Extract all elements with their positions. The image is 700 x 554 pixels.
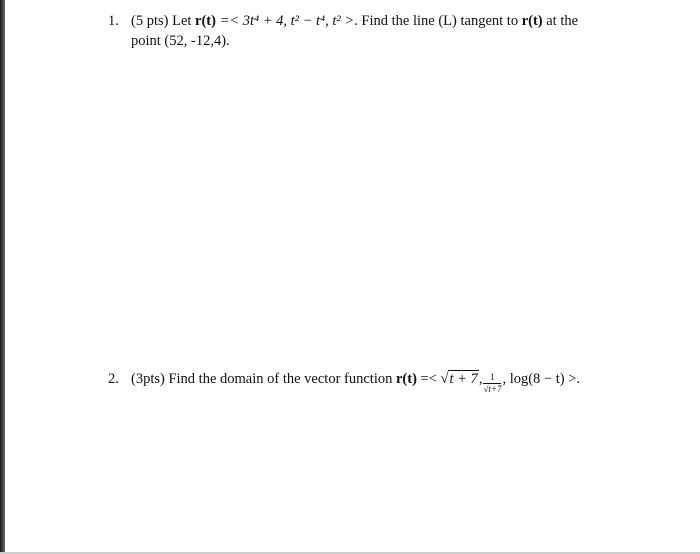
problem-1 [108, 11, 578, 51]
problem-1-let: Let [172, 13, 192, 29]
scan-left-edge [0, 0, 5, 554]
problem-1-line-2: point (52, -12,4). [131, 33, 230, 49]
problem-2-function: r(t) [395, 371, 417, 387]
problem-2-number: 2. [108, 371, 119, 387]
problem-2-sqrt-radicand: t + 7 [449, 371, 478, 387]
problem-1-instruction-function: r(t) [521, 13, 543, 29]
problem-1-instruction: . Find the line (L) tangent to [354, 13, 519, 29]
problem-1-points: (5 pts) [131, 13, 169, 29]
problem-2: 2. (3pts) Find the domain of the vector function r(t) =< √t + 7, $\frac{1}{√t+7}$ , log(8 − t) >. [108, 371, 581, 394]
problem-2-prompt: (3pts) Find the domain of the vector function [131, 371, 393, 387]
problem-1-function: r(t) [195, 13, 216, 29]
problem-2-log-term: log(8 − t) [509, 371, 565, 387]
problem-1-line-1 [108, 11, 578, 31]
problem-2-fraction-numerator: 1 [483, 372, 501, 384]
problem-2-sqrt: √t + 7 [440, 371, 478, 387]
problem-2-expr-close: >. [568, 371, 581, 387]
problem-2-fraction-denominator: √t+7 [483, 384, 502, 394]
problem-1-expression: =< 3t⁴ + 4, t² − t⁴, t² > [219, 13, 355, 29]
problem-2-fraction [483, 372, 501, 395]
problem-1-instruction-end: at the [546, 13, 579, 29]
problem-2-expr-open: =< [420, 371, 437, 387]
problem-1-number: 1. [108, 13, 119, 29]
